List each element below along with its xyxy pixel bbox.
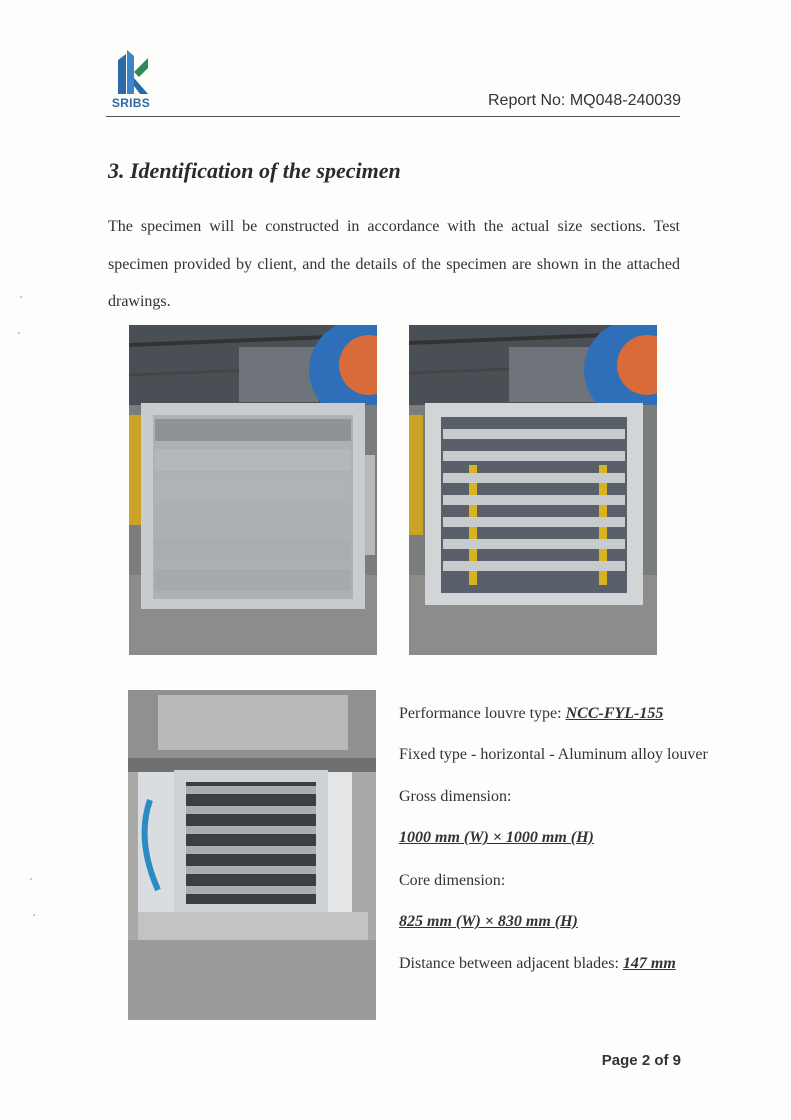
- page-number: Page 2 of 9: [601, 1052, 681, 1069]
- blade-distance-value: 147 mm: [622, 955, 676, 972]
- louvre-type-line: [399, 705, 663, 723]
- gross-dimension-label: Gross dimension:: [399, 788, 512, 805]
- louvre-type-label: Performance louvre type:: [399, 705, 566, 722]
- core-dimension-label: Core dimension:: [399, 872, 506, 889]
- scan-speck: [18, 332, 20, 334]
- section-body: The specimen will be constructed in accordance with the actual size sections. Test specimen provided by client, and the details of the specimen are shown in the attached drawings.: [108, 218, 680, 310]
- scan-speck: [20, 296, 22, 298]
- section-title: 3. Identification of the specimen: [108, 158, 401, 183]
- core-dimension-value: 825 mm (W) × 830 mm (H): [399, 913, 578, 930]
- louvre-back-photo: [409, 325, 657, 655]
- scan-speck: [30, 878, 32, 880]
- gross-dimension-value: 1000 mm (W) × 1000 mm (H): [399, 829, 594, 846]
- sribs-logo-icon: [114, 50, 150, 94]
- blade-distance-line: [399, 955, 676, 973]
- header-divider: [106, 116, 680, 117]
- louvre-front-photo: [129, 325, 377, 655]
- louvre-description: Fixed type - horizontal - Aluminum alloy louver: [399, 746, 708, 763]
- scan-speck: [33, 914, 35, 916]
- louvre-installed-photo: [128, 690, 376, 1020]
- logo-text: SRIBS: [111, 96, 151, 110]
- report-number: Report No: MQ048-240039: [488, 92, 681, 109]
- blade-distance-label: Distance between adjacent blades:: [399, 955, 623, 972]
- louvre-type-value: NCC-FYL-155: [565, 705, 664, 722]
- core-dimension-value-line: [399, 913, 578, 931]
- gross-dimension-value-line: [399, 829, 594, 847]
- sribs-logo: [108, 50, 154, 112]
